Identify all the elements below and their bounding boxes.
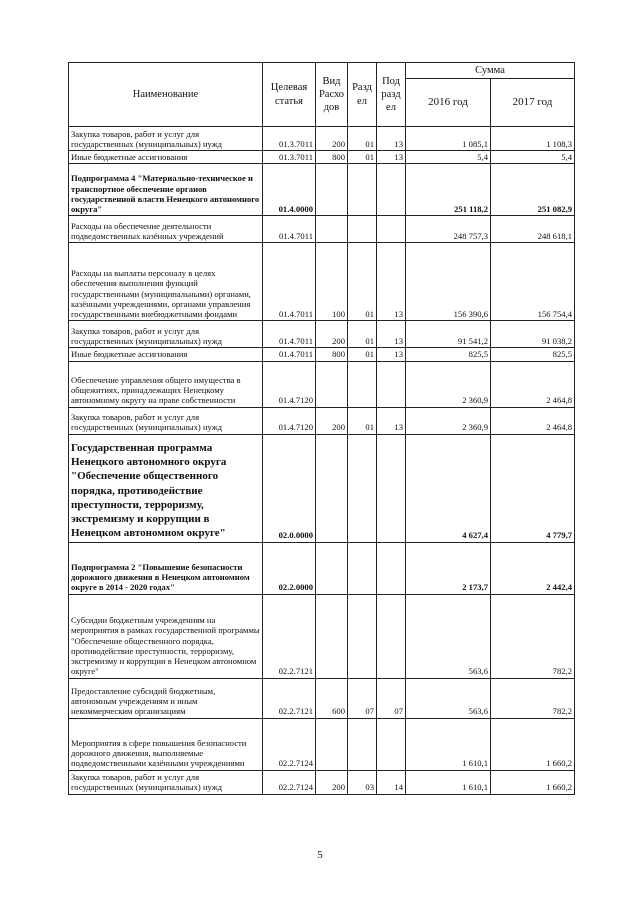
row-subsection: 14 <box>377 770 406 794</box>
table-row <box>69 542 575 594</box>
table-row <box>69 127 575 151</box>
row-sum-2016: 2 360,9 <box>406 361 491 407</box>
row-target-article: 01.4.7011 <box>263 348 316 361</box>
row-expense-type <box>316 216 348 243</box>
row-subsection: 13 <box>377 407 406 434</box>
row-name: Подпрограмма 2 "Повышение безопасности дорожного движения в Ненецком автономном округе в 2014 - 2020 годах" <box>69 542 263 594</box>
row-target-article: 02.2.7124 <box>263 718 316 770</box>
row-section: 01 <box>348 127 377 151</box>
row-sum-2017: 4 779,7 <box>491 434 575 542</box>
row-name: Подпрограмма 4 "Материально-техническое и транспортное обеспечение органов государственной власти Ненецкого автономного округа" <box>69 164 263 216</box>
row-name: Мероприятия в сфере повышения безопасности дорожного движения, выполняемые подведомственными казёнными учреждениями <box>69 718 263 770</box>
row-target-article: 01.4.7011 <box>263 243 316 321</box>
row-sum-2016: 5,4 <box>406 151 491 164</box>
row-expense-type: 800 <box>316 151 348 164</box>
row-target-article: 02.2.0000 <box>263 542 316 594</box>
row-subsection: 13 <box>377 151 406 164</box>
row-name: Закупка товаров, работ и услуг для государственных (муниципальных) нужд <box>69 321 263 348</box>
header-target-article: Целевая статья <box>263 63 316 127</box>
row-subsection <box>377 542 406 594</box>
table-row <box>69 321 575 348</box>
row-target-article: 01.3.7011 <box>263 127 316 151</box>
table-row <box>69 718 575 770</box>
row-target-article: 01.4.7120 <box>263 361 316 407</box>
header-year-2016: 2016 год <box>406 79 491 127</box>
row-sum-2017: 2 464,8 <box>491 407 575 434</box>
row-section: 07 <box>348 678 377 718</box>
row-target-article: 02.2.7124 <box>263 770 316 794</box>
row-sum-2017: 156 754,4 <box>491 243 575 321</box>
row-name: Закупка товаров, работ и услуг для государственных (муниципальных) нужд <box>69 770 263 794</box>
row-name: Расходы на выплаты персоналу в целях обеспечения выполнения функций государственными (муниципальными) органами, казёнными учреждениями, органами управления государственными внебюджетными фондами <box>69 243 263 321</box>
table-row <box>69 770 575 794</box>
row-sum-2017: 248 618,1 <box>491 216 575 243</box>
row-sum-2016: 251 118,2 <box>406 164 491 216</box>
row-target-article: 01.3.7011 <box>263 151 316 164</box>
row-name: Иные бюджетные ассигнования <box>69 151 263 164</box>
row-target-article: 01.4.7011 <box>263 216 316 243</box>
row-subsection <box>377 361 406 407</box>
row-section: 01 <box>348 348 377 361</box>
header-sum: Сумма <box>406 63 575 79</box>
table-row <box>69 243 575 321</box>
row-name: Иные бюджетные ассигнования <box>69 348 263 361</box>
row-expense-type <box>316 361 348 407</box>
row-name: Закупка товаров, работ и услуг для государственных (муниципальных) нужд <box>69 407 263 434</box>
row-subsection: 13 <box>377 243 406 321</box>
row-sum-2017: 2 442,4 <box>491 542 575 594</box>
row-name: Предоставление субсидий бюджетным, автономным учреждениям и иным некоммерческим организациям <box>69 678 263 718</box>
row-target-article: 01.4.7011 <box>263 321 316 348</box>
row-sum-2017: 825,5 <box>491 348 575 361</box>
row-sum-2016: 1 610,1 <box>406 770 491 794</box>
row-sum-2017: 1 660,2 <box>491 770 575 794</box>
row-name: Обеспечение управления общего имущества в общежитиях, принадлежащих Ненецкому автономному округу на праве собственности <box>69 361 263 407</box>
table-row <box>69 216 575 243</box>
row-expense-type: 600 <box>316 678 348 718</box>
row-section <box>348 718 377 770</box>
row-subsection: 13 <box>377 127 406 151</box>
table-row <box>69 151 575 164</box>
row-expense-type <box>316 594 348 678</box>
row-sum-2017: 2 464,8 <box>491 361 575 407</box>
row-subsection: 13 <box>377 348 406 361</box>
row-expense-type: 200 <box>316 407 348 434</box>
row-subsection: 07 <box>377 678 406 718</box>
row-target-article: 02.2.7121 <box>263 678 316 718</box>
budget-table <box>68 62 575 795</box>
row-subsection <box>377 594 406 678</box>
header-year-2017: 2017 год <box>491 79 575 127</box>
row-expense-type: 200 <box>316 321 348 348</box>
row-section: 01 <box>348 151 377 164</box>
row-subsection <box>377 718 406 770</box>
row-expense-type: 200 <box>316 770 348 794</box>
row-expense-type: 100 <box>316 243 348 321</box>
header-section: Разд ел <box>348 63 377 127</box>
header-subsection: Под разд ел <box>377 63 406 127</box>
row-target-article: 01.4.0000 <box>263 164 316 216</box>
row-sum-2017: 91 038,2 <box>491 321 575 348</box>
row-expense-type: 200 <box>316 127 348 151</box>
table-row <box>69 164 575 216</box>
row-expense-type <box>316 542 348 594</box>
page-number: 5 <box>317 849 323 861</box>
row-sum-2016: 563,6 <box>406 678 491 718</box>
row-sum-2016: 4 627,4 <box>406 434 491 542</box>
row-sum-2016: 1 085,1 <box>406 127 491 151</box>
row-section: 03 <box>348 770 377 794</box>
table-row <box>69 678 575 718</box>
row-target-article: 02.0.0000 <box>263 434 316 542</box>
row-sum-2017: 251 082,9 <box>491 164 575 216</box>
row-sum-2017: 782,2 <box>491 594 575 678</box>
row-subsection <box>377 216 406 243</box>
row-sum-2016: 563,6 <box>406 594 491 678</box>
row-subsection <box>377 434 406 542</box>
table-row <box>69 361 575 407</box>
row-expense-type: 800 <box>316 348 348 361</box>
row-sum-2016: 91 541,2 <box>406 321 491 348</box>
table-row <box>69 434 575 542</box>
row-section: 01 <box>348 321 377 348</box>
row-sum-2016: 1 610,1 <box>406 718 491 770</box>
header-name: Наименование <box>69 63 263 127</box>
row-sum-2017: 782,2 <box>491 678 575 718</box>
row-section <box>348 542 377 594</box>
row-name: Субсидии бюджетным учреждениям на мероприятия в рамках государственной программы "Обеспечение общественного порядка, противодействие преступности, терроризму, экстремизму и коррупции в Ненецком автономном округе" <box>69 594 263 678</box>
row-target-article: 01.4.7120 <box>263 407 316 434</box>
table-row <box>69 407 575 434</box>
row-section <box>348 434 377 542</box>
row-section: 01 <box>348 407 377 434</box>
row-expense-type <box>316 434 348 542</box>
row-name: Закупка товаров, работ и услуг для государственных (муниципальных) нужд <box>69 127 263 151</box>
row-section <box>348 164 377 216</box>
row-sum-2016: 2 173,7 <box>406 542 491 594</box>
row-section <box>348 216 377 243</box>
row-name: Расходы на обеспечение деятельности подведомственных казённых учреждений <box>69 216 263 243</box>
table-row <box>69 348 575 361</box>
row-name: Государственная программа Ненецкого автономного округа "Обеспечение общественного порядка, противодействие преступности, терроризму, экстремизму и коррупции в Ненецком автономном округе" <box>69 434 263 542</box>
row-expense-type <box>316 164 348 216</box>
row-sum-2016: 2 360,9 <box>406 407 491 434</box>
table-body <box>69 127 575 795</box>
row-target-article: 02.2.7121 <box>263 594 316 678</box>
row-sum-2017: 5,4 <box>491 151 575 164</box>
row-sum-2017: 1 108,3 <box>491 127 575 151</box>
row-section <box>348 361 377 407</box>
header-expense-type: Вид Расхо дов <box>316 63 348 127</box>
row-section: 01 <box>348 243 377 321</box>
row-sum-2016: 825,5 <box>406 348 491 361</box>
row-sum-2016: 156 390,6 <box>406 243 491 321</box>
row-sum-2016: 248 757,3 <box>406 216 491 243</box>
row-expense-type <box>316 718 348 770</box>
row-subsection <box>377 164 406 216</box>
row-sum-2017: 1 660,2 <box>491 718 575 770</box>
table-row <box>69 594 575 678</box>
row-subsection: 13 <box>377 321 406 348</box>
row-section <box>348 594 377 678</box>
